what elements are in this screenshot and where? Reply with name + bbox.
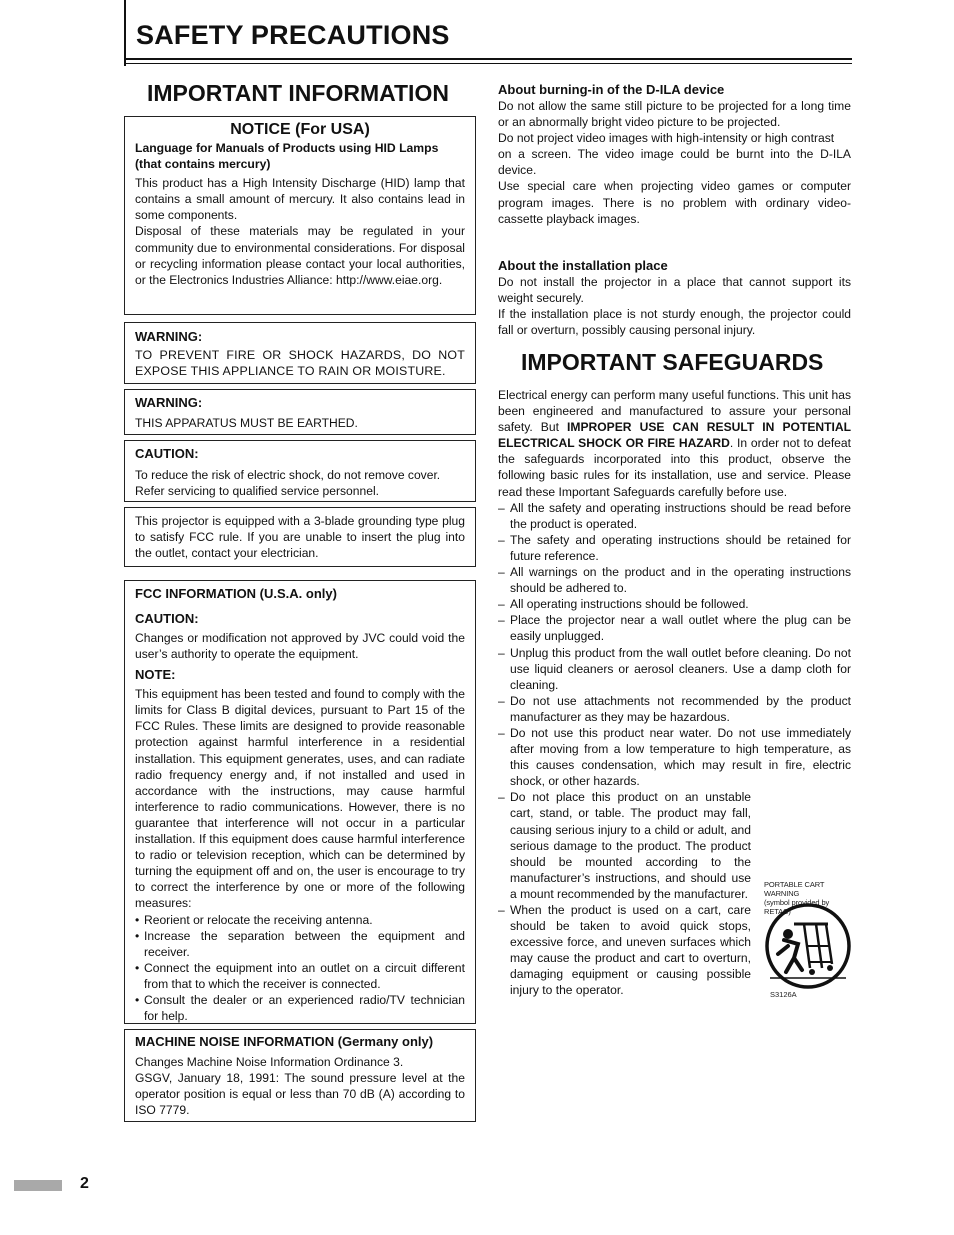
fcc-heading: FCC INFORMATION (U.S.A. only) [135, 586, 337, 601]
fcc-bullet-item: • Increase the separation between the equipment and receiver. [135, 928, 465, 959]
installation-heading: About the installation place [498, 258, 668, 273]
warning-heading: WARNING: [135, 395, 203, 410]
warning-rain-text: TO PREVENT FIRE OR SHOCK HAZARDS, DO NOT EXPOSE THIS APPLIANCE TO RAIN OR MOISTURE. [135, 348, 465, 379]
machine-noise-line1: Changes Machine Noise Information Ordinance 3. [135, 1055, 404, 1069]
burn-in-p3: on a screen. The video image could be burnt into the D-ILA device. [498, 147, 851, 178]
cart-warning-source: (symbol provided by RETAC) [764, 898, 830, 916]
fcc-bullet-item: • Consult the dealer or an experienced radio/TV technician for help. [135, 992, 465, 1024]
safeguard-item: – When the product is used on a cart, care should be taken to avoid quick stops, excessive force, and uneven surfaces which may cause the product and cart to overturn, damaging equipment or causing possible injury to the operator. [498, 903, 751, 998]
safeguard-item: – Do not use attachments not recommended by the product manufacturer as they may be hazardous. [498, 693, 851, 724]
burn-in-section [498, 82, 851, 227]
cart-warning-caption: PORTABLE CART WARNING [764, 880, 825, 898]
safeguard-item: – Do not use this product near water. Do not use immediately after moving from a low temperature to high temperature, as this causes condensation, which may result in fire, electric shock, or other hazards. [498, 725, 851, 789]
notice-usa-para1: This product has a High Intensity Discharge (HID) lamp that contains a small amount of mercury. It also contains lead in some components. [135, 176, 465, 223]
page-title: SAFETY PRECAUTIONS [136, 20, 450, 50]
warning-rain-box [124, 322, 476, 384]
grounding-text: This projector is equipped with a 3-blade grounding type plug to satisfy FCC rule. If you are unable to insert the plug into the outlet, contact your electrician. [135, 514, 465, 561]
safeguard-item: – All operating instructions should be followed. [498, 597, 749, 612]
fcc-bullet-item: • Reorient or relocate the receiving antenna. [135, 912, 373, 927]
portable-cart-warning-icon [764, 902, 854, 994]
fcc-caution-heading: CAUTION: [135, 611, 199, 626]
safeguard-item: – All the safety and operating instructions should be read before the product is operated. [498, 500, 851, 531]
installation-p1: Do not install the projector in a place that cannot support its weight securely. [498, 275, 851, 306]
warning-earthed-text: THIS APPARATUS MUST BE EARTHED. [135, 416, 358, 430]
fcc-note-heading: NOTE: [135, 667, 176, 683]
cart-warning-code: S3126A [770, 990, 797, 999]
machine-noise-heading: MACHINE NOISE INFORMATION (Germany only) [135, 1034, 434, 1049]
grounding-box [124, 507, 476, 567]
notice-usa-heading: NOTICE (For USA) [230, 121, 370, 138]
installation-p2: If the installation place is not sturdy enough, the projector could fall or overturn, possibly causing personal injury. [498, 307, 851, 338]
important-information-heading: IMPORTANT INFORMATION [147, 80, 449, 106]
portable-cart-warning [764, 880, 854, 1000]
burn-in-p4: Use special care when projecting video games or computer program images. There is no problem with ordinary video-cassette playback images. [498, 179, 851, 226]
fcc-bullet-item: • Connect the equipment into an outlet on a circuit different from that to which the receiver is connected. [135, 960, 465, 991]
burn-in-p2: Do not project video images with high-intensity or high contrast [498, 131, 835, 146]
safeguard-item: – All warnings on the product and in the operating instructions should be adhered to. [498, 565, 851, 596]
fcc-information-box [124, 580, 476, 1024]
notice-usa-subheading: Language for Manuals of Products using HID Lamps (that contains mercury) [135, 141, 439, 172]
burn-in-p1: Do not allow the same still picture to be projected for a long time or an abnormally bright video picture to be projected. [498, 99, 851, 130]
header-vertical-rule [124, 0, 126, 66]
installation-section [498, 258, 851, 338]
caution-box [124, 440, 476, 502]
fcc-caution-text: Changes or modification not approved by JVC could void the user’s authority to operate the equipment. [135, 631, 465, 662]
safeguard-item: – The safety and operating instructions should be retained for future reference. [498, 532, 851, 563]
page-tab-marker [14, 1180, 62, 1191]
machine-noise-box [124, 1029, 476, 1122]
caution-heading: CAUTION: [135, 446, 199, 461]
safeguards-intro: Electrical energy can perform many useful functions. This unit has been engineered and manufactured to assure your personal safety. But IMPROPER USE CAN RESULT IN POTENTIAL ELECTRICAL SHOCK OR FIRE HAZARD. In order not to defeat the safeguards incorporated into this product, observe the following basic rules for its installation, use and service. Please read these Important Safeguards carefully before use. [498, 388, 851, 499]
warning-earthed-box [124, 389, 476, 435]
caution-text: To reduce the risk of electric shock, do not remove cover. Refer servicing to qualified service personnel. [135, 468, 441, 499]
safeguard-item: – Unplug this product from the wall outlet before cleaning. Do not use liquid cleaners or aerosol cleaners. Use a damp cloth for cleaning. [498, 645, 851, 692]
fcc-note-text: This equipment has been tested and found to comply with the limits for Class B digital devices, pursuant to Part 15 of the FCC Rules. These limits are designed to provide reasonable protection against harmful interference in a residential installation. This equipment generates, uses, and can radiate radio frequency energy and, if not installed and used in accordance with the instructions, may cause harmful interference to radio communications. However, there is no guarantee that interference will not occur in a particular installation. If this equipment does cause harmful interference to radio or television reception, which can be determined by turning the equipment off and on, the user is encourage to try to correct the interference by one or more of the following measures: [135, 687, 465, 911]
page-number: 2 [80, 1175, 89, 1192]
notice-usa-box [124, 116, 476, 315]
warning-heading: WARNING: [135, 329, 203, 344]
burn-in-heading: About burning-in of the D-ILA device [498, 82, 725, 97]
safeguard-item: – Do not place this product on an unstable cart, stand, or table. The product may fall, causing serious injury to a child or adult, and serious damage to the product. The product should be mounted according to the manufacturer’s instructions, and should use a mount recommended by the manufacturer. [498, 790, 751, 901]
important-safeguards-heading: IMPORTANT SAFEGUARDS [521, 349, 824, 375]
safeguard-item: – Place the projector near a wall outlet where the plug can be easily unplugged. [498, 613, 851, 644]
notice-usa-para2: Disposal of these materials may be regulated in your community due to environmental considerations. For disposal or recycling information please contact your local authorities, or the Electronics Industries Alliance: http://www.eiae.org. [135, 224, 465, 287]
title-rule-thin [124, 63, 852, 64]
safeguards-intro-bold: IMPROPER USE CAN RESULT IN POTENTIAL ELECTRICAL SHOCK OR FIRE HAZARD [498, 420, 851, 451]
title-rule [124, 58, 852, 60]
machine-noise-line2: GSGV, January 18, 1991: The sound pressure level at the operator position is equal or less than 70 dB (A) according to ISO 7779. [135, 1071, 465, 1118]
